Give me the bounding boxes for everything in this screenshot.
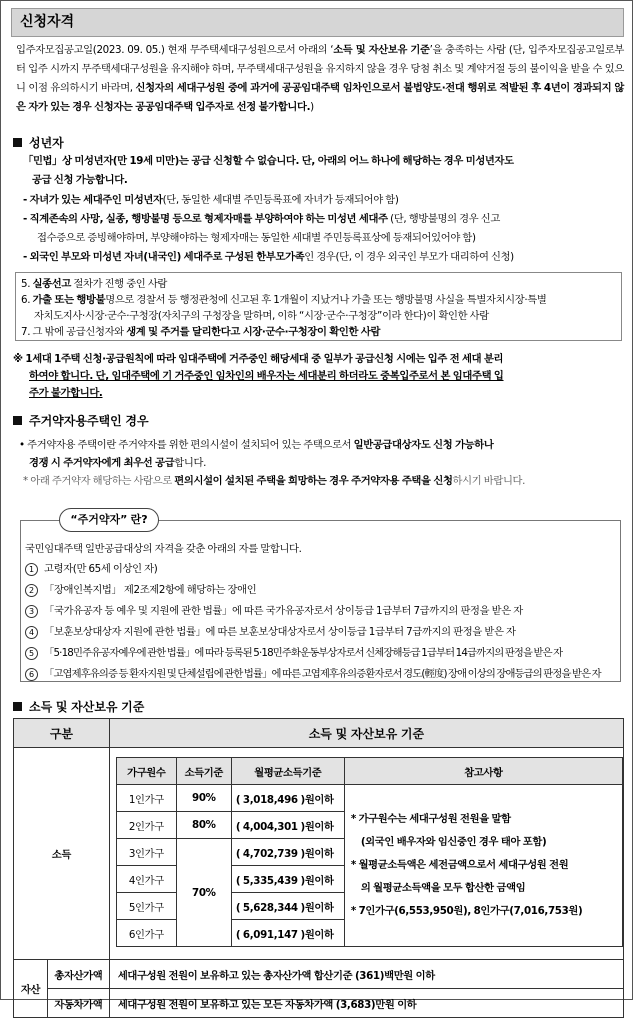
note-3: * 월평균소득액은 세전금액으로서 세대구성원 전원 (350, 859, 569, 871)
minor-item-3: - 외국인 부모와 미성년 자녀(내국인) 세대주로 구성된 한부모가족인 경우(단, 이 경우 외국인 부모가 대리하여 신청) (23, 251, 514, 263)
household-cell: 3인가구 (116, 839, 176, 866)
definition-item (25, 666, 601, 682)
household-cell: 4인가구 (116, 866, 176, 893)
inner-header-monthly: 월평균소득기준 (231, 758, 344, 785)
notes-cell (344, 785, 622, 947)
ratio-cell: 80% (176, 812, 231, 839)
ratio-cell: 70% (176, 839, 231, 947)
elderly-line-2: 경쟁 시 주거약자에게 최우선 공급합니다. (29, 457, 207, 469)
household-cell: 5인가구 (116, 893, 176, 920)
definition-item (25, 561, 157, 577)
intro-text-3: ’을 충족하는 사람 (단, 입주자모집공고일로부터 입주 시까지 무주택세대구성원을 유지해야 하며, 무주택세대구성원을 유지하지 않을 경우 당첨 취소 및 계약거절 등의 불이익을 받을 수 있으니 이점 유의하시기 바라며, (16, 44, 625, 94)
square-bullet-icon (13, 138, 22, 147)
inner-header-ratio: 소득기준 (176, 758, 231, 785)
definition-item-text: 「장애인복지법」 제2조제2항에 해당하는 장애인 (44, 584, 257, 596)
household-cell: 6인가구 (116, 920, 176, 947)
household-cell: 2인가구 (116, 812, 176, 839)
income-section-title: 소득 및 자산보유 기준 (13, 698, 144, 715)
amount-cell: ( 5,335,439 )원이하 (231, 866, 344, 893)
definition-item-text: 「보훈보상대상자 지원에 관한 법률」에 따른 보훈보상대상자로서 상이등급 1급부터 7급까지의 판정을 받은 자 (44, 626, 516, 638)
income-inner-table (116, 757, 623, 947)
circled-number: 4 (25, 626, 38, 639)
intro-text-1: 입주자모집공고일(2023. 09. 05.) 현재 무주택세대구성원으로서 아래의 ‘ (16, 44, 334, 56)
definition-item (25, 645, 562, 661)
amount-cell: ( 5,628,344 )원이하 (231, 893, 344, 920)
circled-number: 1 (25, 563, 38, 576)
square-bullet-icon (13, 416, 22, 425)
intro-text-2: 소득 및 자산보유 기준 (333, 44, 430, 56)
amount-cell: ( 4,702,739 )원이하 (231, 839, 344, 866)
header-division: 구분 (14, 719, 110, 748)
total-asset-criteria: 세대구성원 전원이 보유하고 있는 총자산가액 합산기준 (361)백만원 이하 (109, 960, 623, 989)
definition-item-text: 「국가유공자 등 예우 및 지원에 관한 법률」에 따른 국가유공자로서 상이등급 1급부터 7급까지의 판정을 받은 자 (44, 605, 523, 617)
intro-text-4: 신청자의 세대구성원 중에 과거에 공공임대주택 임차인으로서 불법양도·전대 행위로 적발된 후 4년이 경과되지 않은 자가 있는 경우 신청자는 공공임대주택 입주자로 선정 불가합니다. (16, 82, 624, 113)
row-label-asset: 자산 (14, 960, 48, 1018)
definition-item (25, 582, 256, 598)
inner-header-household: 가구원수 (116, 758, 176, 785)
intro-paragraph (16, 41, 624, 117)
ratio-cell: 90% (176, 785, 231, 812)
row-label-car: 자동차가액 (47, 989, 109, 1018)
inset-row-6-cont: 자치도지사·시장·군수·구청장(자치구의 구청장을 말하며, 이하 “시장·군수·구청장”이라 한다)이 확인한 사람 (34, 310, 489, 322)
circled-number: 2 (25, 584, 38, 597)
amount-cell: ( 3,018,496 )원이하 (231, 785, 344, 812)
warn-line-1: ※ 1세대 1주택 신청·공급원칙에 따라 임대주택에 거주중인 해당세대 중 일부가 공급신청 시에는 입주 전 세대 분리 (13, 353, 504, 365)
header-criteria: 소득 및 자산보유 기준 (109, 719, 623, 748)
row-label-income: 소득 (14, 748, 110, 960)
minor-item-2: - 직계존속의 사망, 실종, 행방불명 등으로 형제자매를 부양하여야 하는 미성년 세대주 (단, 행방불명의 경우 신고 (23, 213, 500, 225)
elderly-section-title: 주거약자용주택인 경우 (13, 412, 149, 429)
circled-number: 3 (25, 605, 38, 618)
note-4: 의 월평균소득액을 모두 합산한 금액임 (360, 882, 526, 894)
car-criteria: 세대구성원 전원이 보유하고 있는 모든 자동차가액 (3,683)만원 이하 (109, 989, 623, 1018)
income-cell (109, 748, 623, 960)
warn-line-2: 하여야 합니다. 단, 임대주택에 기 거주중인 임차인의 배우자는 세대분리 하더라도 중복입주로서 본 임대주택 입 (29, 370, 504, 382)
minor-item-2-cont: 접수증으로 증빙해야하며, 부양해야하는 형제자매는 동일한 세대별 주민등록표상에 등재되어있어야 함) (37, 232, 476, 244)
inset-row-5: 5. 실종선고 절차가 진행 중인 사람 (21, 278, 168, 290)
definition-intro: 국민임대주택 일반공급대상의 자격을 갖춘 아래의 자를 말합니다. (25, 543, 302, 555)
intro-text-5: ) (310, 101, 314, 113)
income-asset-table (13, 718, 624, 1018)
minor-line-2: 공급 신청 가능합니다. (32, 174, 128, 186)
inner-header-notes: 참고사항 (344, 758, 622, 785)
inset-row-7: 7. 그 밖에 공급신청자와 생계 및 주거를 달리한다고 시장·군수·구청장이 확인한 사람 (21, 326, 381, 338)
definition-item (25, 603, 523, 619)
section-heading: 신청자격 (11, 8, 624, 37)
note-5: * 7인가구(6,553,950원), 8인가구(7,016,753원) (350, 905, 583, 917)
definition-item (25, 624, 516, 640)
definition-item-text: 고령자(만 65세 이상인 자) (44, 563, 158, 575)
minor-line-1: 「민법」상 미성년자(만 19세 미만)는 공급 신청할 수 없습니다. 단, 아래의 어느 하나에 해당하는 경우 미성년자도 (23, 155, 514, 167)
amount-cell: ( 4,004,301 )원이하 (231, 812, 344, 839)
note-2: (외국인 배우자와 임신중인 경우 태아 포함) (360, 836, 547, 848)
inset-row-6: 6. 가출 또는 행방불명으로 경찰서 등 행정관청에 신고된 후 1개월이 지났거나 가출 또는 행방불명 사실을 특별자치시장·특별 (21, 294, 547, 306)
elderly-line-1: • 주거약자용 주택이란 주거약자를 위한 편의시설이 설치되어 있는 주택으로서 일반공급대상자도 신청 가능하나 (19, 439, 494, 451)
note-1: * 가구원수는 세대구성원 전원을 말함 (350, 813, 511, 825)
definition-item-text: 「고엽제후유의증 등 환자지원 및 단체설립에 관한 법률」에 따른 고엽제후유의증환자로서 경도(輕度) 장애 이상의 장애등급의 판정을 받은 자 (44, 668, 601, 680)
definition-item-text: 「5·18민주유공자예우에 관한 법률」에 따라 등록된 5·18민주화운동부상자로서 신체장해등급 1급부터 14급까지의 판정을 받은 자 (44, 647, 563, 659)
square-bullet-icon (13, 702, 22, 711)
amount-cell: ( 6,091,147 )원이하 (231, 920, 344, 947)
minor-item-1: - 자녀가 있는 세대주인 미성년자(단, 동일한 세대별 주민등록표에 자녀가 등재되어야 함) (23, 194, 399, 206)
elderly-note: * 아래 주거약자 해당하는 사람으로 편의시설이 설치된 주택을 희망하는 경우 주거약자용 주택을 신청하시기 바랍니다. (23, 475, 526, 487)
definition-tag: “주거약자” 란? (59, 508, 159, 532)
household-cell: 1인가구 (116, 785, 176, 812)
row-label-total-asset: 총자산가액 (47, 960, 109, 989)
circled-number: 5 (25, 647, 38, 660)
circled-number: 6 (25, 668, 38, 681)
minor-section-title: 성년자 (13, 134, 64, 151)
warn-line-3: 주가 불가합니다. (29, 387, 103, 399)
